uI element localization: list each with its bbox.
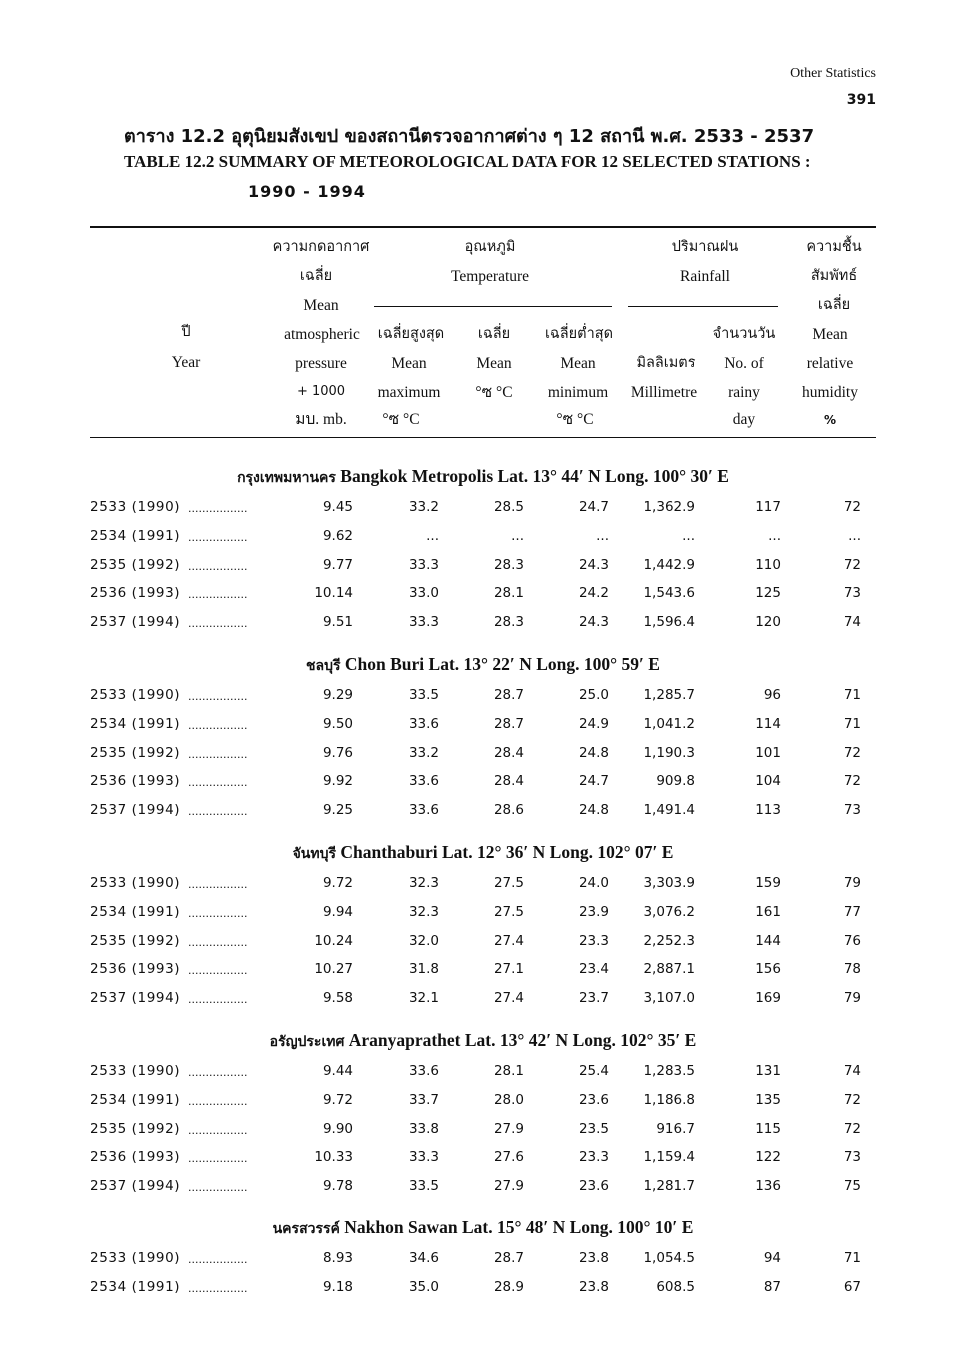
leader-dots: ................. (188, 1123, 248, 1137)
max-cell: 33.2 (408, 744, 439, 761)
mean-cell: 28.6 (493, 802, 524, 818)
year-cell: 2537 (1994) (90, 990, 181, 1006)
max-cell: 32.1 (408, 990, 439, 1006)
millimetre-header-line: มิลลิเมตร (636, 355, 696, 371)
mean-temp-header-line: Mean (476, 355, 512, 372)
table-row (0, 875, 966, 895)
hum-cell: 74 (843, 1063, 861, 1079)
max-cell: 33.5 (408, 687, 439, 703)
max-cell: 35.0 (408, 1278, 439, 1295)
pressure-cell: 9.44 (322, 1063, 353, 1079)
min-cell: 24.9 (578, 715, 609, 732)
days-cell: 110 (755, 556, 781, 573)
humidity-header-line: humidity (802, 384, 858, 401)
table-row (0, 904, 966, 924)
mean-cell: 28.1 (493, 1063, 524, 1079)
days-cell: 136 (755, 1178, 781, 1194)
max-cell: 33.3 (408, 1149, 439, 1166)
year-cell: 2536 (1993) (90, 961, 181, 978)
max-cell: 33.6 (408, 1063, 439, 1079)
min-cell: 24.0 (578, 875, 609, 891)
hum-cell: 76 (843, 932, 861, 949)
rainy-days-header-line: No. of (724, 355, 764, 372)
humidity-header-line: relative (806, 355, 854, 372)
min-cell: 23.5 (578, 1120, 609, 1137)
pressure-header-line: เฉลี่ย (299, 268, 333, 284)
millimetre-header-line: Millimetre (630, 384, 698, 401)
mean-min-header-line: minimum (547, 384, 609, 401)
rain-cell: 1,054.5 (643, 1250, 695, 1266)
table-title-years: 1990 - 1994 (248, 182, 366, 201)
table-row (0, 716, 966, 736)
hum-cell: 72 (843, 499, 861, 515)
table-row (0, 990, 966, 1010)
year-cell: 2534 (1991) (90, 1278, 181, 1295)
hum-cell: 75 (843, 1178, 861, 1194)
days-cell: 115 (755, 1120, 781, 1137)
pressure-cell: 9.51 (322, 614, 353, 630)
hum-cell: 72 (843, 556, 861, 573)
hum-cell: 71 (843, 1250, 861, 1266)
table-row (0, 1250, 966, 1270)
max-cell: 33.6 (408, 802, 439, 818)
page-number: 391 (846, 92, 876, 108)
table-row (0, 499, 966, 519)
rain-cell: 1,491.4 (643, 802, 695, 818)
mean-cell: 28.0 (493, 1091, 524, 1108)
humidity-header-line: Mean (812, 326, 848, 343)
leader-dots: ................. (188, 1094, 248, 1108)
min-cell: 24.8 (578, 802, 609, 818)
station-heading (90, 1030, 876, 1053)
humidity-header-line: เฉลี่ย (817, 297, 851, 313)
station-heading (90, 1217, 876, 1240)
min-cell: 23.6 (578, 1091, 609, 1108)
rain-cell: 1,285.7 (643, 687, 695, 703)
pressure-cell: 9.29 (322, 687, 353, 703)
mean-cell: 28.3 (493, 614, 524, 630)
min-cell: 23.7 (578, 990, 609, 1006)
days-cell: 125 (755, 585, 781, 602)
rain-cell: 1,281.7 (643, 1178, 695, 1194)
max-cell: 32.3 (408, 903, 439, 920)
table-row (0, 1279, 966, 1299)
max-cell: 33.0 (408, 585, 439, 602)
mean-min-header-line: เฉลี่ยต่ำสุด (544, 326, 614, 342)
max-cell: 31.8 (408, 961, 439, 978)
leader-dots: ................. (188, 617, 248, 630)
hum-cell: 73 (843, 802, 861, 818)
rain-cell: 1,362.9 (643, 499, 695, 515)
rainfall-group-label: Rainfall (680, 268, 730, 285)
min-cell: 25.0 (578, 687, 609, 703)
rainfall-group-label: ปริมาณฝน (671, 239, 739, 255)
hum-cell: 73 (843, 1149, 861, 1166)
station-heading (90, 842, 876, 865)
pressure-header-line: มบ. mb. (295, 411, 347, 428)
days-cell: 122 (755, 1149, 781, 1166)
table-row (0, 961, 966, 981)
max-cell: ... (426, 527, 439, 544)
leader-dots: ................. (188, 878, 248, 891)
max-cell: 33.7 (408, 1091, 439, 1108)
leader-dots: ................. (188, 1181, 248, 1194)
min-cell: 24.7 (578, 773, 609, 790)
leader-dots: ................. (188, 1152, 248, 1166)
year-cell: 2533 (1990) (90, 499, 181, 515)
days-cell: 144 (755, 932, 781, 949)
leader-dots: ................. (188, 993, 248, 1006)
hum-cell: 73 (843, 585, 861, 602)
rainy-days-header-line: day (732, 411, 756, 428)
pressure-cell: 10.14 (314, 585, 353, 602)
year-header-th: ปี (181, 324, 191, 340)
min-cell: 23.4 (578, 961, 609, 978)
humidity-header-line: สัมพัทธ์ (810, 268, 858, 284)
days-cell: 161 (755, 903, 781, 920)
table-row (0, 557, 966, 577)
days-cell: 101 (755, 744, 781, 761)
mean-cell: 28.3 (493, 556, 524, 573)
leader-dots: ................. (188, 747, 248, 761)
leader-dots: ................. (188, 718, 248, 732)
humidity-header-line: ความชื้น (806, 239, 862, 255)
leader-dots: ................. (188, 1253, 248, 1266)
table-row (0, 528, 966, 548)
hum-cell: 77 (843, 903, 861, 920)
pressure-cell: 10.24 (314, 932, 353, 949)
hum-cell: 72 (843, 1120, 861, 1137)
table-row (0, 1121, 966, 1141)
days-cell: 117 (755, 499, 781, 515)
table-row (0, 933, 966, 953)
pressure-cell: 9.72 (322, 1091, 353, 1108)
min-cell: 23.8 (578, 1250, 609, 1266)
days-cell: 169 (755, 990, 781, 1006)
max-cell: 33.6 (408, 715, 439, 732)
year-cell: 2537 (1994) (90, 614, 181, 630)
table-row (0, 687, 966, 707)
temperature-group-label: Temperature (450, 268, 530, 285)
table-column-headers (0, 0, 966, 440)
hum-cell: 72 (843, 744, 861, 761)
table-row (0, 1063, 966, 1083)
running-header: Other Statistics (790, 66, 876, 81)
min-cell: 24.3 (578, 614, 609, 630)
pressure-cell: 8.93 (322, 1250, 353, 1266)
mean-max-header-line: Mean (391, 355, 427, 372)
rainy-days-header-line: rainy (728, 384, 760, 401)
rain-cell: 916.7 (656, 1120, 695, 1137)
hum-cell: 79 (843, 875, 861, 891)
max-cell: 33.6 (408, 773, 439, 790)
rainy-days-header-line: จำนวนวัน (712, 326, 776, 342)
station-name-english: Chon Buri Lat. 13° 22′ N Long. 100° 59′ E (340, 654, 660, 674)
leader-dots: ................. (188, 964, 248, 978)
rain-cell: 1,442.9 (643, 556, 695, 573)
table-row (0, 585, 966, 605)
max-cell: 34.6 (408, 1250, 439, 1266)
year-cell: 2533 (1990) (90, 875, 181, 891)
days-cell: 159 (755, 875, 781, 891)
leader-dots: ................. (188, 502, 248, 515)
leader-dots: ................. (188, 935, 248, 949)
max-cell: 32.0 (408, 932, 439, 949)
table-row (0, 745, 966, 765)
mean-cell: 27.9 (493, 1178, 524, 1194)
station-name-thai: อรัญประเทศ (269, 1034, 345, 1050)
year-cell: 2535 (1992) (90, 1120, 181, 1137)
year-cell: 2536 (1993) (90, 585, 181, 602)
mean-temp-header-line: เฉลี่ย (477, 326, 511, 342)
year-cell: 2534 (1991) (90, 903, 181, 920)
mean-max-header-line: เฉลี่ยสูงสุด (377, 326, 445, 342)
max-cell: 32.3 (408, 875, 439, 891)
hum-cell: 74 (843, 614, 861, 630)
rain-cell: 1,159.4 (643, 1149, 695, 1166)
year-cell: 2536 (1993) (90, 1149, 181, 1166)
days-cell: 120 (755, 614, 781, 630)
mean-cell: 27.5 (493, 875, 524, 891)
pressure-cell: 9.25 (322, 802, 353, 818)
pressure-cell: 9.92 (322, 773, 353, 790)
pressure-header-line: + 1000 (296, 384, 346, 399)
pressure-header-line: pressure (295, 355, 347, 372)
rain-cell: 1,543.6 (643, 585, 695, 602)
pressure-cell: 9.50 (322, 715, 353, 732)
mean-cell: ... (511, 527, 524, 544)
station-name-thai: กรุงเทพมหานคร (237, 470, 336, 486)
pressure-cell: 9.62 (322, 527, 353, 544)
year-cell: 2534 (1991) (90, 1091, 181, 1108)
hum-cell: 72 (843, 1091, 861, 1108)
leader-dots: ................. (188, 530, 248, 544)
year-cell: 2533 (1990) (90, 687, 181, 703)
table-row (0, 773, 966, 793)
max-cell: 33.8 (408, 1120, 439, 1137)
station-name-thai: จันทบุรี (292, 846, 336, 862)
pressure-cell: 9.90 (322, 1120, 353, 1137)
max-cell: 33.5 (408, 1178, 439, 1194)
days-cell: 94 (763, 1250, 781, 1266)
table-title-thai: ตาราง 12.2 อุตุนิยมสังเขป ของสถานีตรวจอากาศต่าง ๆ 12 สถานี พ.ศ. 2533 - 2537 (124, 126, 815, 147)
leader-dots: ................. (188, 805, 248, 818)
mean-cell: 28.1 (493, 585, 524, 602)
days-cell: 104 (755, 773, 781, 790)
days-cell: 96 (763, 687, 781, 703)
pressure-cell: 9.78 (322, 1178, 353, 1194)
rain-cell: 1,041.2 (643, 715, 695, 732)
days-cell: 87 (763, 1278, 781, 1295)
mean-max-header-line: maximum (377, 384, 441, 401)
year-cell: 2534 (1991) (90, 527, 181, 544)
pressure-header-line: ความกดอากาศ (272, 239, 370, 255)
min-cell: 25.4 (578, 1063, 609, 1079)
hum-cell: 78 (843, 961, 861, 978)
year-cell: 2535 (1992) (90, 932, 181, 949)
mean-cell: 27.5 (493, 903, 524, 920)
leader-dots: ................. (188, 776, 248, 790)
leader-dots: ................. (188, 588, 248, 602)
mean-temp-header-line: °ซ °C (475, 384, 513, 401)
station-name-english: Aranyaprathet Lat. 13° 42′ N Long. 102° 35′ E (344, 1030, 697, 1050)
pressure-cell: 9.94 (322, 903, 353, 920)
days-cell: ... (768, 527, 781, 544)
station-name-thai: นครสวรรค์ (272, 1221, 340, 1237)
pressure-cell: 10.27 (314, 961, 353, 978)
station-heading (90, 654, 876, 677)
mean-cell: 28.4 (493, 773, 524, 790)
hum-cell: 71 (843, 687, 861, 703)
mean-cell: 27.6 (493, 1149, 524, 1166)
rain-cell: 2,887.1 (643, 961, 695, 978)
min-cell: 24.8 (578, 744, 609, 761)
rain-cell: 2,252.3 (643, 932, 695, 949)
mean-cell: 27.4 (493, 932, 524, 949)
year-cell: 2533 (1990) (90, 1250, 181, 1266)
pressure-header-line: Mean (303, 297, 339, 314)
rain-cell: ... (682, 527, 695, 544)
leader-dots: ................. (188, 906, 248, 920)
hum-cell: 71 (843, 715, 861, 732)
rain-cell: 1,186.8 (643, 1091, 695, 1108)
station-name-english: Chanthaburi Lat. 12° 36′ N Long. 102° 07′ E (335, 842, 674, 862)
days-cell: 135 (755, 1091, 781, 1108)
mean-max-header-line: °ซ °C (382, 411, 420, 428)
rain-cell: 1,190.3 (643, 744, 695, 761)
table-row (0, 802, 966, 822)
rain-cell: 1,283.5 (643, 1063, 695, 1079)
max-cell: 33.2 (408, 499, 439, 515)
rain-cell: 608.5 (656, 1278, 695, 1295)
mean-cell: 28.7 (493, 687, 524, 703)
mean-cell: 28.7 (493, 1250, 524, 1266)
min-cell: 24.3 (578, 556, 609, 573)
leader-dots: ................. (188, 690, 248, 703)
pressure-cell: 9.58 (322, 990, 353, 1006)
max-cell: 33.3 (408, 556, 439, 573)
max-cell: 33.3 (408, 614, 439, 630)
mean-min-header-line: Mean (560, 355, 596, 372)
station-name-thai: ชลบุรี (306, 658, 341, 674)
rain-cell: 909.8 (656, 773, 695, 790)
hum-cell: ... (848, 527, 861, 544)
min-cell: 23.9 (578, 903, 609, 920)
min-cell: 23.3 (578, 932, 609, 949)
table-row (0, 1149, 966, 1169)
year-cell: 2534 (1991) (90, 715, 181, 732)
station-name-english: Nakhon Sawan Lat. 15° 48′ N Long. 100° 10′ E (339, 1217, 694, 1237)
table-row (0, 1092, 966, 1112)
year-header-en: Year (171, 354, 201, 371)
mean-cell: 27.4 (493, 990, 524, 1006)
mean-cell: 27.9 (493, 1120, 524, 1137)
days-cell: 131 (755, 1063, 781, 1079)
year-cell: 2537 (1994) (90, 802, 181, 818)
leader-dots: ................. (188, 1281, 248, 1295)
leader-dots: ................. (188, 559, 248, 573)
min-cell: 23.3 (578, 1149, 609, 1166)
min-cell: 23.8 (578, 1278, 609, 1295)
table-title-english: TABLE 12.2 SUMMARY OF METEOROLOGICAL DATA FOR 12 SELECTED STATIONS : (124, 152, 811, 171)
min-cell: 24.2 (578, 585, 609, 602)
rain-cell: 3,303.9 (643, 875, 695, 891)
mean-cell: 28.9 (493, 1278, 524, 1295)
pressure-cell: 10.33 (314, 1149, 353, 1166)
min-cell: 23.6 (578, 1178, 609, 1194)
rain-cell: 3,076.2 (643, 903, 695, 920)
mean-min-header-line: °ซ °C (556, 411, 594, 428)
pressure-cell: 9.72 (322, 875, 353, 891)
year-cell: 2535 (1992) (90, 744, 181, 761)
year-cell: 2536 (1993) (90, 773, 181, 790)
temperature-group-label: อุณหภูมิ (464, 239, 516, 255)
rain-cell: 1,596.4 (643, 614, 695, 630)
table-row (0, 614, 966, 634)
mean-cell: 27.1 (493, 961, 524, 978)
min-cell: ... (596, 527, 609, 544)
days-cell: 114 (755, 715, 781, 732)
leader-dots: ................. (188, 1066, 248, 1079)
min-cell: 24.7 (578, 499, 609, 515)
days-cell: 156 (755, 961, 781, 978)
mean-cell: 28.7 (493, 715, 524, 732)
year-cell: 2535 (1992) (90, 556, 181, 573)
hum-cell: 79 (843, 990, 861, 1006)
mean-cell: 28.5 (493, 499, 524, 515)
pressure-header-line: atmospheric (284, 326, 360, 343)
pressure-cell: 9.76 (322, 744, 353, 761)
year-cell: 2537 (1994) (90, 1178, 181, 1194)
pressure-cell: 9.18 (322, 1278, 353, 1295)
pressure-cell: 9.45 (322, 499, 353, 515)
pressure-cell: 9.77 (322, 556, 353, 573)
mean-cell: 28.4 (493, 744, 524, 761)
table-row (0, 1178, 966, 1198)
year-cell: 2533 (1990) (90, 1063, 181, 1079)
station-name-english: Bangkok Metropolis Lat. 13° 44′ N Long. 100° 30′ E (335, 466, 729, 486)
hum-cell: 72 (843, 773, 861, 790)
humidity-header-line: % (823, 413, 837, 427)
hum-cell: 67 (843, 1278, 861, 1295)
days-cell: 113 (755, 802, 781, 818)
station-heading (90, 466, 876, 489)
rain-cell: 3,107.0 (643, 990, 695, 1006)
